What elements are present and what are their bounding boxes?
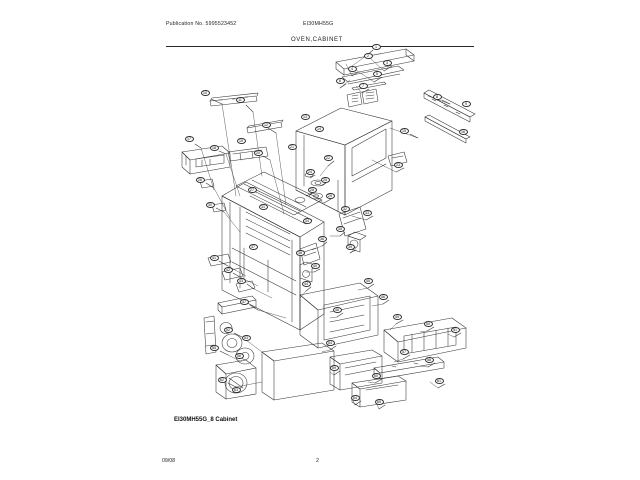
callout-number: 21 — [288, 144, 297, 150]
callout-number: 38 — [296, 250, 305, 256]
callout-number: 29 — [326, 193, 335, 199]
callout-number: 6 — [336, 78, 345, 84]
callout-number: 26 — [196, 177, 205, 183]
callout-number: 47 — [240, 299, 249, 305]
callout-number: 2 — [364, 53, 373, 59]
callout-number: 35 — [336, 226, 345, 232]
callout-number: 24 — [306, 169, 315, 175]
top-vent-assembly — [336, 49, 414, 107]
callout-number: 43 — [237, 278, 246, 284]
callout-number: 58 — [425, 357, 434, 363]
callout-number: 50 — [424, 321, 433, 327]
sheet-title: OVEN,CABINET — [291, 37, 343, 43]
callout-number: 42 — [224, 267, 233, 273]
callout-number: 7 — [359, 83, 368, 89]
callout-number: 13 — [301, 114, 310, 120]
callout-number: 15 — [400, 128, 409, 134]
callout-number: 60 — [372, 373, 381, 379]
callout-number: 27 — [248, 187, 257, 193]
callout-number: 14 — [315, 126, 324, 132]
callout-number: 23 — [394, 162, 403, 168]
callout-number: 31 — [259, 204, 268, 210]
callout-number: 49 — [393, 314, 402, 320]
callout-number: 46 — [379, 294, 388, 300]
callout-number: 40 — [311, 263, 320, 269]
diagram-caption: EI30MH55G_8 Cabinet — [174, 417, 238, 423]
callout-number: 39 — [346, 244, 355, 250]
callout-number: 3 — [383, 60, 392, 66]
callout-number: 54 — [326, 340, 335, 346]
right-side-rails — [424, 90, 475, 143]
page-number: 2 — [316, 458, 319, 464]
callout-number: 41 — [210, 255, 219, 261]
model-code: EI30MH55G — [303, 21, 334, 27]
callout-number: 57 — [400, 349, 409, 355]
callout-number: 36 — [318, 236, 327, 242]
callout-number: 12 — [262, 122, 271, 128]
left-side-rails — [210, 93, 283, 133]
callout-number: 45 — [364, 278, 373, 284]
callout-number: 4 — [348, 66, 357, 72]
callout-number: 62 — [218, 377, 227, 383]
callout-number: 17 — [185, 136, 194, 142]
callout-number: 1 — [372, 44, 381, 50]
callout-number: 59 — [330, 365, 339, 371]
callout-number: 8 — [433, 94, 442, 100]
callout-number: 48 — [333, 307, 342, 313]
callout-number: 53 — [242, 335, 251, 341]
callout-number: 11 — [236, 97, 245, 103]
callout-number: 61 — [435, 378, 444, 384]
callout-number: 5 — [373, 71, 382, 77]
callout-number: 28 — [308, 187, 317, 193]
callout-number: 37 — [249, 244, 258, 250]
callout-number: 19 — [237, 138, 246, 144]
cavity-top-panel — [236, 172, 322, 215]
callout-number: 9 — [462, 101, 471, 107]
publication-date: 09/08 — [162, 458, 175, 464]
control-housing — [182, 146, 230, 174]
publication-number: Publication No. 5995523452 — [166, 21, 237, 27]
mounting-brackets — [200, 179, 255, 292]
callout-number: 16 — [459, 129, 468, 135]
callout-number: 22 — [324, 155, 333, 161]
callout-number: 33 — [363, 210, 372, 216]
callout-number: 55 — [210, 345, 219, 351]
callout-number: 10 — [201, 90, 210, 96]
callout-number: 52 — [224, 327, 233, 333]
callout-number: 34 — [303, 218, 312, 224]
callout-number: 63 — [232, 387, 241, 393]
callout-number: 44 — [302, 281, 311, 287]
oven-cabinet-shell — [296, 108, 392, 215]
callout-number: 25 — [321, 177, 330, 183]
callout-number: 51 — [451, 327, 460, 333]
callout-number: 32 — [341, 206, 350, 212]
callout-number: 65 — [375, 399, 384, 405]
callout-number: 56 — [235, 353, 244, 359]
callout-number: 20 — [254, 150, 263, 156]
callout-number: 64 — [351, 395, 360, 401]
callout-number: 18 — [210, 145, 219, 151]
callout-number: 30 — [206, 202, 215, 208]
